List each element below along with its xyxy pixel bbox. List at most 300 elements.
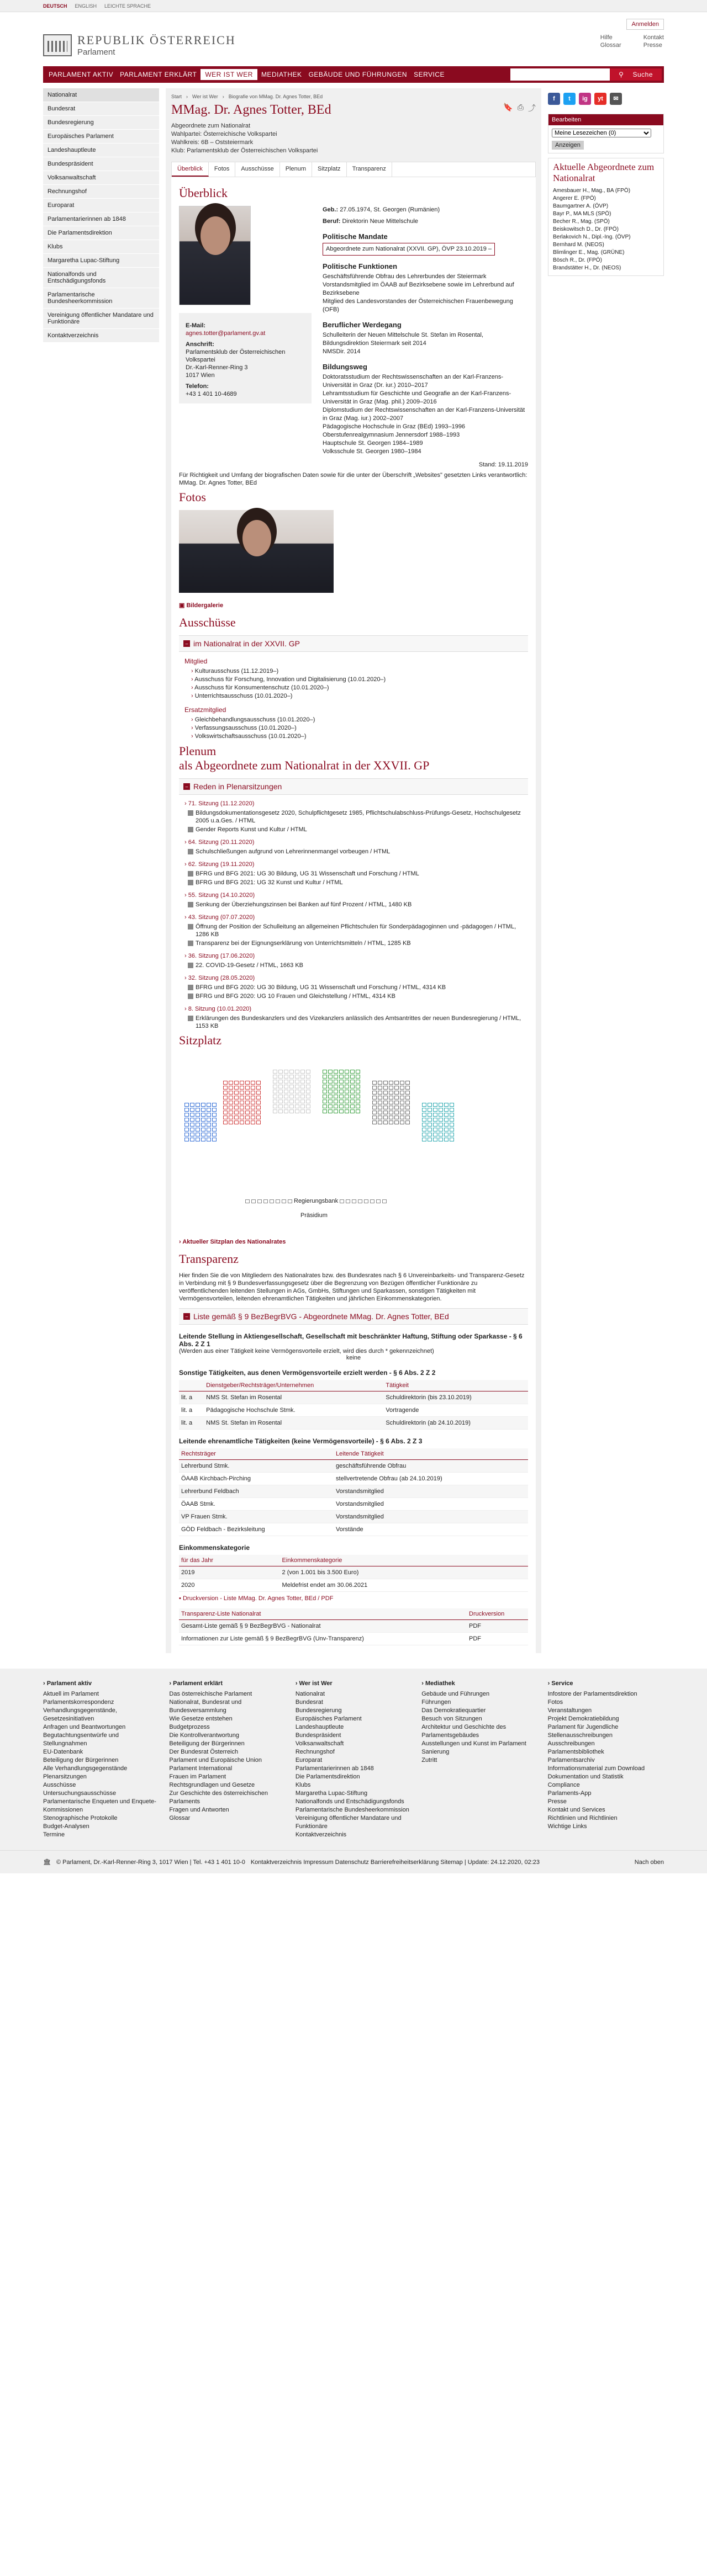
print-version-link[interactable]: ▪ Druckversion - Liste MMag. Dr. Agnes Totter, BEd / PDF <box>179 1595 334 1602</box>
seat[interactable] <box>273 1100 277 1103</box>
seat[interactable] <box>334 1085 338 1088</box>
seat[interactable] <box>328 1109 333 1113</box>
seat[interactable] <box>223 1116 228 1119</box>
seat[interactable] <box>334 1104 338 1108</box>
seat[interactable] <box>350 1109 355 1113</box>
session-link[interactable]: › 64. Sitzung (20.11.2020) <box>184 839 528 846</box>
footer-column-heading[interactable]: › Parlament erklärt <box>169 1680 223 1687</box>
seat[interactable] <box>207 1118 211 1122</box>
tab-plenum[interactable]: Plenum <box>280 162 312 177</box>
footer-link[interactable]: Führungen <box>421 1699 451 1706</box>
member-link[interactable]: Baumgartner A. (ÖVP) <box>553 203 609 209</box>
seat[interactable] <box>278 1085 283 1088</box>
seat[interactable] <box>405 1086 410 1090</box>
seat[interactable] <box>212 1138 217 1141</box>
seat[interactable] <box>439 1108 443 1112</box>
seat[interactable] <box>256 1081 261 1085</box>
sidebar-item[interactable]: Die Parlamentsdirektion <box>43 226 159 240</box>
seat[interactable] <box>201 1118 205 1122</box>
footer-link[interactable]: Rechtsgrundlagen und Gesetze <box>169 1782 255 1788</box>
seat[interactable] <box>339 1104 344 1108</box>
seat[interactable] <box>229 1101 233 1104</box>
seat[interactable] <box>229 1096 233 1100</box>
bookmark-icon[interactable]: 🔖 <box>503 103 513 111</box>
seat[interactable] <box>300 1075 305 1079</box>
seat[interactable] <box>394 1101 399 1104</box>
seat[interactable] <box>284 1095 288 1098</box>
seat[interactable] <box>234 1101 239 1104</box>
seat[interactable] <box>207 1133 211 1136</box>
seat[interactable] <box>394 1091 399 1095</box>
nav-gebaeude[interactable]: GEBÄUDE UND FÜHRUNGEN <box>308 71 408 78</box>
member-link[interactable]: Amesbauer H., Mag., BA (FPÖ) <box>553 188 631 194</box>
footer-link[interactable]: Der Bundesrat Österreich <box>169 1749 239 1755</box>
seat[interactable] <box>201 1123 205 1127</box>
nav-wer-ist-wer[interactable]: WER IST WER <box>200 68 258 81</box>
seat[interactable] <box>284 1104 288 1108</box>
seat[interactable] <box>229 1106 233 1109</box>
seat[interactable] <box>256 1120 261 1124</box>
seat[interactable] <box>323 1080 327 1083</box>
seat[interactable] <box>383 1111 388 1114</box>
footer-link[interactable]: Ausstellungen und Kunst im Parlament <box>421 1740 526 1747</box>
seat[interactable] <box>422 1133 426 1136</box>
seat[interactable] <box>184 1108 189 1112</box>
footer-link[interactable]: Alle Verhandlungsgegenstände <box>43 1765 128 1772</box>
footer-link[interactable]: Budgetprozess <box>169 1724 210 1730</box>
seat[interactable] <box>300 1109 305 1113</box>
seat[interactable] <box>356 1070 360 1074</box>
seat[interactable] <box>251 1120 255 1124</box>
seat[interactable] <box>207 1138 211 1141</box>
seat[interactable] <box>295 1070 299 1074</box>
seat[interactable] <box>345 1109 349 1113</box>
seat[interactable] <box>339 1090 344 1093</box>
seat[interactable] <box>378 1116 382 1119</box>
footer-link[interactable]: Verhandlungsgegenstände, Gesetzesinitiativen <box>43 1707 117 1722</box>
seat[interactable] <box>334 1109 338 1113</box>
gallery-link[interactable] <box>179 598 528 612</box>
footer-link[interactable]: Informationsmaterial zum Download <box>547 1765 645 1772</box>
seat[interactable] <box>394 1120 399 1124</box>
footer-link[interactable]: Zur Geschichte des österreichischen Parlaments <box>169 1790 268 1805</box>
seat[interactable] <box>289 1070 294 1074</box>
sidebar-item[interactable]: Parlamentarische Bundesheerkommission <box>43 288 159 309</box>
seat[interactable] <box>223 1091 228 1095</box>
seat[interactable] <box>278 1075 283 1079</box>
seat[interactable] <box>306 1095 310 1098</box>
seat[interactable] <box>289 1085 294 1088</box>
seat[interactable] <box>378 1081 382 1085</box>
seat[interactable] <box>295 1109 299 1113</box>
seat[interactable] <box>323 1095 327 1098</box>
session-link[interactable]: › 55. Sitzung (14.10.2020) <box>184 892 528 899</box>
seat[interactable] <box>300 1090 305 1093</box>
seat[interactable] <box>289 1095 294 1098</box>
seat[interactable] <box>383 1091 388 1095</box>
sidebar-item[interactable]: Nationalfonds und Entschädigungsfonds <box>43 268 159 288</box>
seat[interactable] <box>306 1090 310 1093</box>
footer-link[interactable]: Nationalfonds und Entschädigungsfonds <box>295 1798 404 1805</box>
seat[interactable] <box>300 1070 305 1074</box>
seat[interactable] <box>334 1090 338 1093</box>
seat[interactable] <box>372 1116 377 1119</box>
seat[interactable] <box>229 1116 233 1119</box>
footer-link[interactable]: Parlamentarische Enqueten und Enquete-Kommissionen <box>43 1798 156 1813</box>
seat[interactable] <box>339 1080 344 1083</box>
seat[interactable] <box>289 1109 294 1113</box>
seat[interactable] <box>245 1106 250 1109</box>
seat[interactable] <box>345 1085 349 1088</box>
seat[interactable] <box>256 1111 261 1114</box>
seat[interactable] <box>350 1070 355 1074</box>
seat[interactable] <box>223 1096 228 1100</box>
seat[interactable] <box>300 1085 305 1088</box>
footer-column-heading[interactable]: › Wer ist Wer <box>295 1680 333 1687</box>
seat[interactable] <box>345 1080 349 1083</box>
seat[interactable] <box>383 1120 388 1124</box>
seat[interactable] <box>240 1086 244 1090</box>
seat[interactable] <box>240 1081 244 1085</box>
seat[interactable] <box>273 1090 277 1093</box>
seat[interactable] <box>394 1086 399 1090</box>
member-link[interactable]: Bernhard M. (NEOS) <box>553 242 604 248</box>
seat[interactable] <box>400 1111 404 1114</box>
seat[interactable] <box>389 1091 393 1095</box>
seat[interactable] <box>400 1096 404 1100</box>
seat[interactable] <box>383 1101 388 1104</box>
seat[interactable] <box>400 1081 404 1085</box>
seat[interactable] <box>190 1103 194 1107</box>
seat[interactable] <box>444 1113 449 1117</box>
seat[interactable] <box>428 1128 432 1132</box>
seat[interactable] <box>300 1080 305 1083</box>
speech-item[interactable]: Gender Reports Kunst und Kultur / HTML <box>196 826 528 833</box>
footer-link[interactable]: Parlamentsarchiv <box>547 1757 595 1764</box>
seat[interactable] <box>323 1104 327 1108</box>
seat[interactable] <box>350 1095 355 1098</box>
seat[interactable] <box>334 1075 338 1079</box>
seat[interactable] <box>256 1116 261 1119</box>
seat[interactable] <box>251 1116 255 1119</box>
footer-link[interactable]: Veranstaltungen <box>547 1707 592 1714</box>
tab-transparenz[interactable]: Transparenz <box>347 162 392 177</box>
seat[interactable] <box>273 1104 277 1108</box>
member-link[interactable]: Bösch R., Dr. (FPÖ) <box>553 257 602 263</box>
seat[interactable] <box>196 1118 200 1122</box>
footer-link[interactable]: Wie Gesetze entstehen <box>169 1715 233 1722</box>
seat[interactable] <box>212 1108 217 1112</box>
footer-link[interactable]: Kontakt und Services <box>547 1807 605 1813</box>
seat[interactable] <box>289 1090 294 1093</box>
seat[interactable] <box>405 1111 410 1114</box>
seat[interactable] <box>383 1096 388 1100</box>
footer-link[interactable]: Fotos <box>547 1699 563 1706</box>
seat[interactable] <box>306 1085 310 1088</box>
seat[interactable] <box>207 1103 211 1107</box>
seat[interactable] <box>278 1109 283 1113</box>
speech-item[interactable]: Bildungsdokumentationsgesetz 2020, Schulpflichtgesetz 1985, Pflichtschulabschluss-Prüfungs-Gesetz, Hochschulgesetz 2005 u.a.Ges. / HTML <box>196 809 528 825</box>
footer-link[interactable]: Margaretha Lupac-Stiftung <box>295 1790 368 1797</box>
seat[interactable] <box>400 1116 404 1119</box>
seat[interactable] <box>306 1100 310 1103</box>
seat[interactable] <box>256 1106 261 1109</box>
instagram-icon[interactable]: ig <box>579 93 591 105</box>
seat[interactable] <box>289 1104 294 1108</box>
seat[interactable] <box>328 1095 333 1098</box>
seat[interactable] <box>372 1081 377 1085</box>
nav-service[interactable]: SERVICE <box>414 71 445 78</box>
footer-link[interactable]: Parlament und Europäische Union <box>169 1757 262 1764</box>
footer-link[interactable]: Anfragen und Beantwortungen <box>43 1724 126 1730</box>
committee-item[interactable]: › Unterrichtsausschuss (10.01.2020–) <box>191 692 528 700</box>
footer-link[interactable]: Zutritt <box>421 1757 437 1764</box>
seat[interactable] <box>378 1111 382 1114</box>
seat[interactable] <box>207 1108 211 1112</box>
seat[interactable] <box>339 1075 344 1079</box>
tab-ueberblick[interactable]: Überblick <box>172 162 209 177</box>
seat[interactable] <box>389 1120 393 1124</box>
seat[interactable] <box>433 1123 437 1127</box>
committee-item[interactable]: › Ausschuss für Konsumentenschutz (10.01.2020–) <box>191 684 528 692</box>
seat[interactable] <box>240 1101 244 1104</box>
seat[interactable] <box>422 1118 426 1122</box>
footer-link[interactable]: Beteiligung der Bürgerinnen <box>169 1740 245 1747</box>
seating-plan-link[interactable]: › Aktueller Sitzplan des Nationalrates <box>179 1239 286 1245</box>
nav-parlament-erklaert[interactable]: PARLAMENT ERKLÄRT <box>120 71 197 78</box>
seat[interactable] <box>339 1070 344 1074</box>
seat[interactable] <box>234 1081 239 1085</box>
seat[interactable] <box>323 1085 327 1088</box>
seat[interactable] <box>295 1085 299 1088</box>
seat[interactable] <box>229 1091 233 1095</box>
seat[interactable] <box>223 1086 228 1090</box>
footer-link[interactable]: Vereinigung öffentlicher Mandatare und Funktionäre <box>295 1815 402 1830</box>
seat[interactable] <box>190 1113 194 1117</box>
seat[interactable] <box>251 1101 255 1104</box>
seat[interactable] <box>345 1075 349 1079</box>
seat[interactable] <box>444 1123 449 1127</box>
seat[interactable] <box>400 1106 404 1109</box>
seat[interactable] <box>273 1109 277 1113</box>
seat[interactable] <box>256 1096 261 1100</box>
footer-link[interactable]: Nationalrat, Bundesrat und Bundesversammlung <box>169 1699 242 1714</box>
breadcrumb-start[interactable]: Start <box>171 94 182 99</box>
sidebar-item[interactable]: Volksanwaltschaft <box>43 171 159 185</box>
seat[interactable] <box>334 1095 338 1098</box>
seat[interactable] <box>356 1090 360 1093</box>
seat[interactable] <box>350 1080 355 1083</box>
login-button[interactable]: Anmelden <box>626 19 664 30</box>
sidebar-item[interactable]: Kontaktverzeichnis <box>43 329 159 343</box>
seat[interactable] <box>450 1133 454 1136</box>
seat[interactable] <box>400 1101 404 1104</box>
footer-link[interactable]: Landeshauptleute <box>295 1724 344 1730</box>
seat[interactable] <box>278 1090 283 1093</box>
member-link[interactable]: Blimlinger E., Mag. (GRÜNE) <box>553 249 625 256</box>
seat[interactable] <box>251 1106 255 1109</box>
seat[interactable] <box>196 1108 200 1112</box>
session-link[interactable]: › 71. Sitzung (11.12.2020) <box>184 800 528 807</box>
seat[interactable] <box>295 1080 299 1083</box>
footer-link[interactable]: Richtlinien und Richtlinien <box>547 1815 618 1821</box>
seat[interactable] <box>306 1070 310 1074</box>
footer-link[interactable]: Parlamentsbibliothek <box>547 1749 604 1755</box>
seat[interactable] <box>223 1081 228 1085</box>
seat[interactable] <box>389 1096 393 1100</box>
seat[interactable] <box>428 1123 432 1127</box>
tab-fotos[interactable]: Fotos <box>209 162 236 177</box>
seat[interactable] <box>289 1100 294 1103</box>
committee-item[interactable]: › Ausschuss für Forschung, Innovation und Digitalisierung (10.01.2020–) <box>191 676 528 684</box>
speech-item[interactable]: Erklärungen des Bundeskanzlers und des Vizekanzlers anlässlich des Amtsantrittes der neuen Bundesregierung / HTML, 1153 KB <box>196 1015 528 1030</box>
footer-link[interactable]: Stellenausschreibungen <box>547 1732 613 1739</box>
seat[interactable] <box>295 1075 299 1079</box>
seat[interactable] <box>256 1101 261 1104</box>
seat[interactable] <box>278 1080 283 1083</box>
seat[interactable] <box>345 1095 349 1098</box>
seat[interactable] <box>234 1096 239 1100</box>
seat[interactable] <box>378 1106 382 1109</box>
footer-link[interactable]: Rechnungshof <box>295 1749 335 1755</box>
seat[interactable] <box>223 1111 228 1114</box>
seat[interactable] <box>234 1120 239 1124</box>
seat[interactable] <box>273 1080 277 1083</box>
breadcrumb-wer-ist-wer[interactable]: Wer ist Wer <box>192 94 218 99</box>
seat[interactable] <box>273 1070 277 1074</box>
portrait-photo[interactable] <box>179 206 251 305</box>
seat[interactable] <box>190 1128 194 1132</box>
sidebar-item[interactable]: Margaretha Lupac-Stiftung <box>43 254 159 268</box>
footer-link[interactable]: Die Parlamentsdirektion <box>295 1773 360 1780</box>
seat[interactable] <box>372 1101 377 1104</box>
seat[interactable] <box>201 1113 205 1117</box>
footer-link[interactable]: Presse <box>547 1798 567 1805</box>
seat[interactable] <box>450 1123 454 1127</box>
speech-item[interactable]: BFRG und BFG 2021: UG 30 Bildung, UG 31 Wissenschaft und Forschung / HTML <box>196 870 528 878</box>
seat[interactable] <box>284 1090 288 1093</box>
nav-parlament-aktiv[interactable]: PARLAMENT AKTIV <box>49 71 114 78</box>
seat[interactable] <box>245 1086 250 1090</box>
print-icon[interactable]: ⎙ <box>517 103 524 111</box>
seat[interactable] <box>444 1118 449 1122</box>
footer-link[interactable]: Stenographische Protokolle <box>43 1815 118 1821</box>
seat[interactable] <box>334 1070 338 1074</box>
seat[interactable] <box>428 1103 432 1107</box>
seat[interactable] <box>428 1133 432 1136</box>
seat[interactable] <box>405 1096 410 1100</box>
footer-column-heading[interactable]: › Service <box>547 1680 573 1687</box>
seat[interactable] <box>439 1133 443 1136</box>
session-link[interactable]: › 62. Sitzung (19.11.2020) <box>184 861 528 868</box>
footer-link[interactable]: Begutachtungsentwürfe und Stellungnahmen <box>43 1732 119 1747</box>
ausschuesse-subhead[interactable] <box>179 635 528 652</box>
seat[interactable] <box>196 1128 200 1132</box>
seat[interactable] <box>439 1103 443 1107</box>
footer-link[interactable]: Volksanwaltschaft <box>295 1740 344 1747</box>
member-link[interactable]: Angerer E. (FPÖ) <box>553 195 596 201</box>
seat[interactable] <box>350 1075 355 1079</box>
seat[interactable] <box>295 1104 299 1108</box>
seat[interactable] <box>356 1080 360 1083</box>
seat[interactable] <box>383 1106 388 1109</box>
seat[interactable] <box>439 1118 443 1122</box>
bookmarks-header[interactable]: Bearbeiten <box>548 114 663 125</box>
seat[interactable] <box>245 1081 250 1085</box>
footer-link[interactable]: Besuch von Sitzungen <box>421 1715 482 1722</box>
seat[interactable] <box>350 1100 355 1103</box>
seat[interactable] <box>372 1120 377 1124</box>
seat[interactable] <box>433 1128 437 1132</box>
seat[interactable] <box>196 1138 200 1141</box>
footer-link[interactable]: Bundespräsident <box>295 1732 341 1739</box>
seat[interactable] <box>400 1120 404 1124</box>
seat[interactable] <box>428 1118 432 1122</box>
seat[interactable] <box>273 1095 277 1098</box>
seat[interactable] <box>245 1091 250 1095</box>
sidebar-item[interactable]: Landeshauptleute <box>43 144 159 157</box>
seat[interactable] <box>444 1138 449 1141</box>
footer-link[interactable]: Compliance <box>547 1782 580 1788</box>
footer-link[interactable]: Ausschüsse <box>43 1782 76 1788</box>
seat[interactable] <box>383 1086 388 1090</box>
press-link[interactable]: Presse <box>643 42 662 49</box>
seat[interactable] <box>372 1111 377 1114</box>
seat[interactable] <box>444 1108 449 1112</box>
seat[interactable] <box>394 1116 399 1119</box>
nav-mediathek[interactable]: MEDIATHEK <box>261 71 302 78</box>
seat[interactable] <box>240 1111 244 1114</box>
footer-link[interactable]: Beteiligung der Bürgerinnen <box>43 1757 119 1764</box>
seat[interactable] <box>295 1095 299 1098</box>
seat[interactable] <box>356 1109 360 1113</box>
seat[interactable] <box>201 1103 205 1107</box>
press-photo[interactable] <box>179 510 334 593</box>
seat[interactable] <box>240 1106 244 1109</box>
seat[interactable] <box>450 1113 454 1117</box>
footer-links[interactable]: Kontaktverzeichnis Impressum Datenschutz Barrierefreiheitserklärung Sitemap | Update: 24.12.2020, 02:23 <box>250 1858 540 1866</box>
seat[interactable] <box>196 1133 200 1136</box>
seat[interactable] <box>289 1080 294 1083</box>
seat[interactable] <box>405 1106 410 1109</box>
seat[interactable] <box>229 1111 233 1114</box>
footer-column-heading[interactable]: › Parlament aktiv <box>43 1680 92 1687</box>
seat[interactable] <box>201 1108 205 1112</box>
seat[interactable] <box>422 1128 426 1132</box>
seat[interactable] <box>334 1100 338 1103</box>
search-button[interactable] <box>610 68 662 81</box>
speech-item[interactable]: 22. COVID-19-Gesetz / HTML, 1663 KB <box>196 962 528 969</box>
speech-item[interactable]: Senkung der Überziehungszinsen bei Banken auf fünf Prozent / HTML, 1480 KB <box>196 901 528 909</box>
seat[interactable] <box>389 1111 393 1114</box>
footer-link[interactable]: Frauen im Parlament <box>169 1773 226 1780</box>
footer-link[interactable]: Sanierung <box>421 1749 450 1755</box>
footer-link[interactable]: Klubs <box>295 1782 311 1788</box>
session-link[interactable]: › 43. Sitzung (07.07.2020) <box>184 914 528 921</box>
back-to-top-link[interactable]: Nach oben <box>634 1858 664 1866</box>
seat[interactable] <box>339 1100 344 1103</box>
seat[interactable] <box>212 1113 217 1117</box>
seat[interactable] <box>234 1111 239 1114</box>
seat[interactable] <box>201 1133 205 1136</box>
seat[interactable] <box>328 1090 333 1093</box>
seat[interactable] <box>405 1081 410 1085</box>
speech-item[interactable]: BFRG und BFG 2020: UG 10 Frauen und Gleichstellung / HTML, 4314 KB <box>196 992 528 1000</box>
seat[interactable] <box>405 1091 410 1095</box>
footer-link[interactable]: Ausschreibungen <box>547 1740 595 1747</box>
seat[interactable] <box>245 1111 250 1114</box>
email-link[interactable]: agnes.totter@parlament.gv.at <box>186 330 266 337</box>
